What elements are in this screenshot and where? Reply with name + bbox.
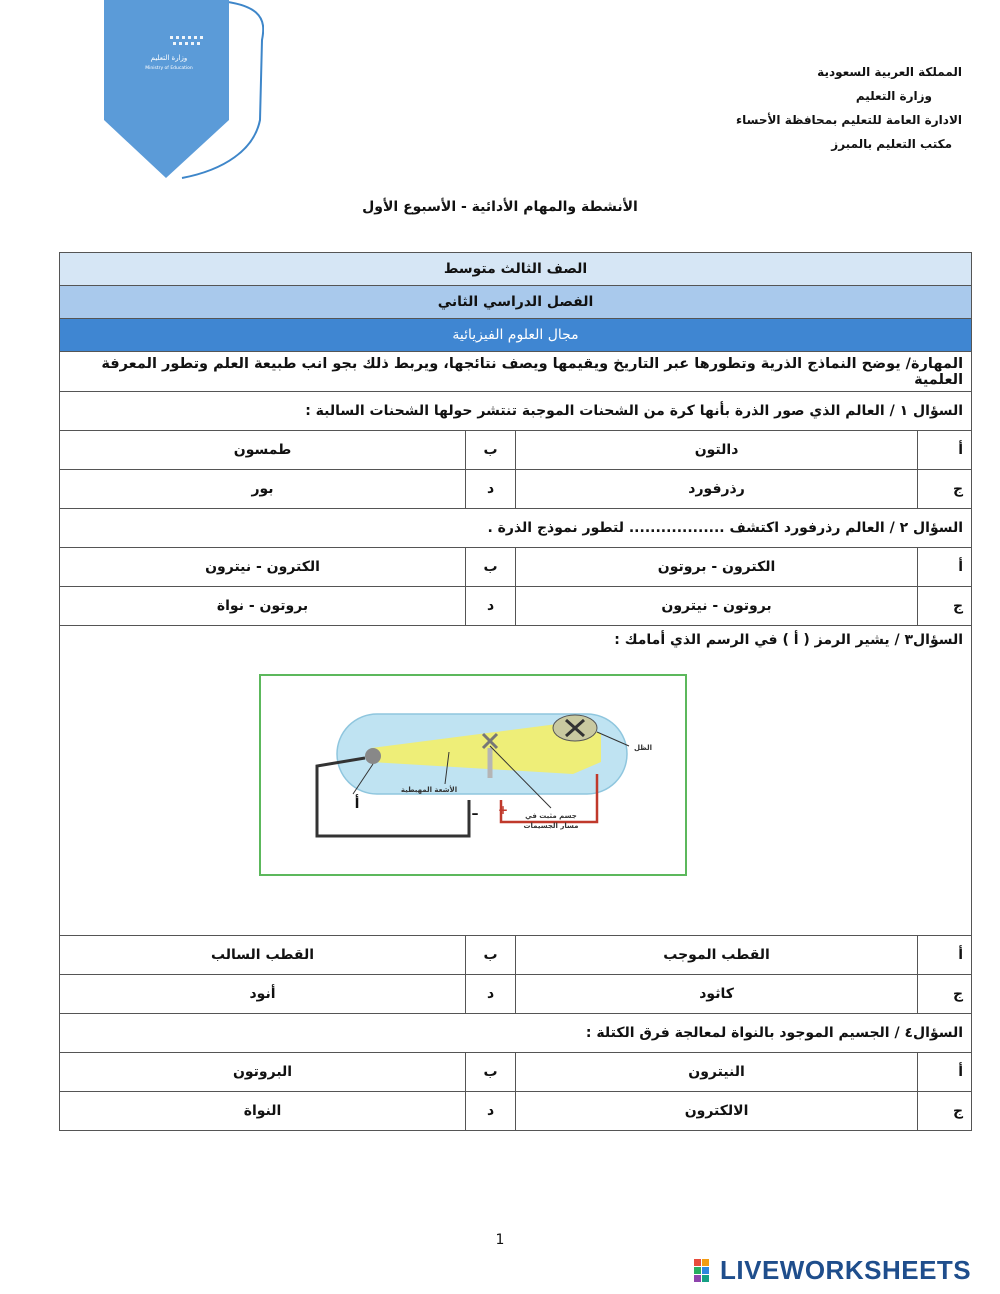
q3-option-d[interactable]: أنود: [60, 975, 466, 1014]
question-2-text: السؤال ٢ / العالم رذرفورد اكتشف .................. لتطور نموذج الذرة .: [60, 509, 972, 548]
liveworksheets-logo-icon: [694, 1259, 718, 1283]
option-letter-d: د: [466, 587, 516, 626]
q1-option-a[interactable]: دالتون: [516, 431, 918, 470]
question-3-text: السؤال٣ / يشير الرمز ( أ ) في الرسم الذي أمامك :: [614, 632, 964, 648]
q1-option-c[interactable]: رذرفورد: [516, 470, 918, 509]
question-1-text: السؤال ١ / العالم الذي صور الذرة بأنها كرة من الشحنات الموجبة تنتشر حولها الشحنات السالبة :: [60, 392, 972, 431]
logo-text: وزارة التعليم: [150, 54, 188, 62]
label-plus: +: [498, 803, 509, 817]
option-letter-b: ب: [466, 548, 516, 587]
liveworksheets-brand[interactable]: [694, 1255, 990, 1285]
q1-option-d[interactable]: بور: [60, 470, 466, 509]
label-object-line1: جسم مثبت في: [525, 812, 577, 820]
option-letter-d: د: [466, 470, 516, 509]
question-3-cell: [60, 626, 972, 936]
worksheet-table: [59, 252, 972, 1131]
q3-option-a[interactable]: القطب الموجب: [516, 936, 918, 975]
option-letter-c: ج: [918, 587, 972, 626]
option-letter-d: د: [466, 975, 516, 1014]
option-letter-a: أ: [918, 431, 972, 470]
q1-option-b[interactable]: طمسون: [60, 431, 466, 470]
cathode-ray-tube-diagram: [261, 676, 685, 874]
semester-banner: الفصل الدراسي الثاني: [60, 286, 972, 319]
label-minus: –: [471, 806, 479, 822]
page-title: الأنشطة والمهام الأدائية - الأسبوع الأول: [362, 199, 638, 215]
cathode-ray-tube-figure: [259, 674, 687, 876]
option-letter-b: ب: [466, 936, 516, 975]
page-number: 1: [495, 1232, 505, 1248]
ministry-logo: [104, 0, 264, 182]
option-letter-d: د: [466, 1092, 516, 1131]
skill-statement: المهارة/ يوضح النماذج الذرية وتطورها عبر التاريخ ويقيمها ويصف نتائجها، ويربط ذلك بجو انب طبيعة العلم وتطور المعرفة العلمية: [60, 352, 972, 392]
q2-option-d[interactable]: بروتون - نواة: [60, 587, 466, 626]
option-letter-c: ج: [918, 1092, 972, 1131]
q3-option-b[interactable]: القطب السالب: [60, 936, 466, 975]
header-block: [736, 60, 962, 156]
q4-option-c[interactable]: الالكترون: [516, 1092, 918, 1131]
header-office: مكتب التعليم بالمبرز: [831, 137, 952, 151]
liveworksheets-wordmark: LIVEWORKSHEETS: [720, 1255, 972, 1285]
option-letter-a: أ: [918, 936, 972, 975]
grade-banner: الصف الثالث متوسط: [60, 253, 972, 286]
option-letter-a: أ: [918, 548, 972, 587]
q4-option-b[interactable]: البروتون: [60, 1053, 466, 1092]
option-letter-c: ج: [918, 975, 972, 1014]
option-letter-a: أ: [918, 1053, 972, 1092]
label-cathode-rays: الأشعة المهبطية: [400, 786, 458, 794]
domain-banner: مجال العلوم الفيزيائية: [60, 319, 972, 352]
label-a: أ: [354, 796, 360, 812]
q4-option-a[interactable]: النيترون: [516, 1053, 918, 1092]
logo-subtext: Ministry of Education: [145, 66, 193, 71]
q2-option-b[interactable]: الكترون - نيترون: [60, 548, 466, 587]
label-object-line2: مسار الجسيمات: [523, 822, 579, 830]
q2-option-a[interactable]: الكترون - بروتون: [516, 548, 918, 587]
header-ministry: وزارة التعليم: [855, 89, 932, 103]
q3-option-c[interactable]: كاثود: [516, 975, 918, 1014]
header-country: المملكة العربية السعودية: [817, 65, 962, 79]
option-letter-b: ب: [466, 431, 516, 470]
header-directorate: الادارة العامة للتعليم بمحافظة الأحساء: [736, 113, 962, 127]
cathode-electrode: [365, 748, 381, 764]
option-letter-b: ب: [466, 1053, 516, 1092]
option-letter-c: ج: [918, 470, 972, 509]
label-shadow: الظل: [633, 744, 653, 752]
q4-option-d[interactable]: النواة: [60, 1092, 466, 1131]
q2-option-c[interactable]: بروتون - نيترون: [516, 587, 918, 626]
question-4-text: السؤال٤ / الجسيم الموجود بالنواة لمعالجة فرق الكتلة :: [60, 1014, 972, 1053]
